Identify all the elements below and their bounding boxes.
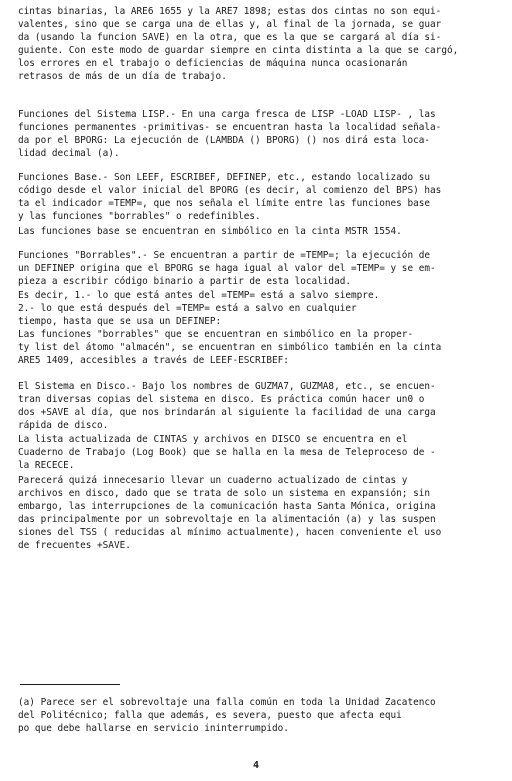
body-line: retrasos de más de un día de trabajo. (18, 71, 227, 82)
body-line: da (usando la funcion SAVE) en la otra, que es la que se cargará al día si- (18, 32, 442, 43)
body-line: los errores en el trabajo o deficiencias de máquina nunca ocasionarán (18, 58, 408, 69)
body-line: embargo, las interrupciones de la comunicación hasta Santa Mónica, origina (18, 501, 436, 512)
body-line: dos +SAVE al día, que nos brindarán al siguiente la facilidad de una carga (18, 407, 436, 418)
body-line: La lista actualizada de CINTAS y archivos en DISCO se encuentra en el (18, 434, 408, 445)
footnote-line: (a) Parece ser el sobrevoltaje una falla común en toda la Unidad Zacatenco (18, 697, 436, 708)
body-line: Es decir, 1.- lo que está antes del =TEMP= está a salvo siempre. (18, 290, 380, 301)
page-number: 4 (252, 760, 260, 771)
body-line: un DEFINEP origina que el BPORG se haga igual al valor del =TEMP= y se em- (18, 263, 436, 274)
heading-base-line: Funciones Base.- Son LEEF, ESCRIBEF, DEFINEP, etc., estando localizado su (18, 172, 431, 183)
body-line: y las funciones "borrables" o redefinibles. (18, 211, 261, 222)
body-line: archivos en disco, dado que se trata de solo un sistema en expansión; sin (18, 488, 431, 499)
body-line: la RECECE. (18, 460, 75, 471)
body-line: de frecuentes +SAVE. (18, 540, 131, 551)
body-line: Las funciones "borrables" que se encuentran en simbólico en la proper- (18, 329, 414, 340)
body-line: código desde el valor inicial del BPORG (es decir, al comienzo del BPS) has (18, 185, 442, 196)
body-line: pieza a escribir código binario a partir de esta localidad. (18, 276, 352, 287)
body-line: tiempo, hasta que se usa un DEFINEP: (18, 316, 222, 327)
body-line: Las funciones base se encuentran en simbólico en la cinta MSTR 1554. (18, 226, 402, 237)
body-line: funciones permanentes -primitivas- se encuentran hasta la localidad señala- (18, 122, 442, 133)
footnote-line: po que debe hallarse en servicio ininterrumpido. (18, 723, 289, 734)
heading-lisp-line: Funciones del Sistema LISP.- En una carga fresca de LISP -LOAD LISP- , las (18, 109, 436, 120)
body-line: 2.- lo que está después del =TEMP= está a salvo en cualquier (18, 303, 357, 314)
body-line: siones del TSS ( reducidas al mínimo actualmente), hacen conveniente el uso (18, 527, 442, 538)
body-line: ARE5 1409, accesibles a través de LEEF-ESCRIBEF: (18, 355, 289, 366)
heading-borrables-line: Funciones "Borrables".- Se encuentran a partir de =TEMP=; la ejecución de (18, 250, 431, 261)
body-line: rápida de disco. (18, 420, 109, 431)
body-line: da por el BPORG: La ejecución de (LAMBDA () BPORG) () nos dirá esta loca- (18, 135, 431, 146)
body-line: tran diversas copias del sistema en disco. Es práctica común hacer un0 o (18, 394, 425, 405)
body-line: lidad decimal (a). (18, 148, 120, 159)
body-line: Cuaderno de Trabajo (Log Book) que se halla en la mesa de Teleproceso de - (18, 447, 436, 458)
body-line: Parecerá quizá innecesario llevar un cuaderno actualizado de cintas y (18, 475, 408, 486)
body-line: ta el indicador =TEMP=, que nos señala el límite entre las funciones base (18, 198, 431, 209)
body-line: ty list del átomo "almacén", se encuentran en simbólico también en la cinta (18, 342, 442, 353)
body-line: cintas binarias, la ARE6 1655 y la ARE7 1898; estas dos cintas no son equi- (18, 6, 442, 17)
footnote-divider (20, 684, 120, 685)
body-line: valentes, sino que se carga una de ellas y, al final de la jornada, se guar (18, 19, 442, 30)
footnote-line: del Politécnico; falla que además, es severa, puesto que afecta equi (18, 710, 402, 721)
body-line: das principalmente por un sobrevoltaje en la alimentación (a) y las suspen (18, 514, 436, 525)
body-line: guiente. Con este modo de guardar siempre en cinta distinta a la que se cargó, (18, 45, 459, 56)
heading-disco-line: El Sistema en Disco.- Bajo los nombres de GUZMA7, GUZMA8, etc., se encuen- (18, 381, 436, 392)
